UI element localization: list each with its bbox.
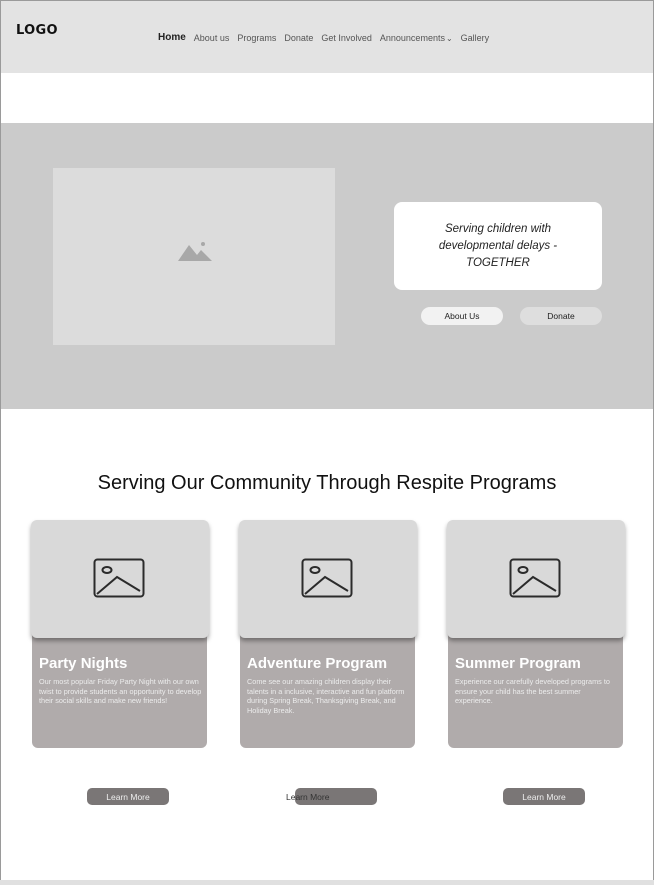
- card-image: [447, 520, 625, 638]
- card-image: [31, 520, 209, 638]
- card-description: Come see our amazing children display their talents in a inclusive, interactive and fun platform during Spring Break, Thanksgiving Break, and Holiday Break.: [247, 677, 405, 715]
- program-card-party-nights[interactable]: [31, 520, 209, 749]
- learn-more-button-summer[interactable]: Learn More: [503, 788, 585, 805]
- nav-announcements-label: Announcements: [379, 32, 445, 43]
- footer-divider: [0, 880, 654, 885]
- nav-about-us[interactable]: About us: [193, 32, 230, 43]
- nav-get-involved[interactable]: Get Involved: [321, 32, 372, 43]
- nav-home[interactable]: Home: [158, 32, 186, 43]
- hero-tagline: Serving children with developmental delays - TOGETHER: [438, 222, 558, 269]
- hero-section: [1, 123, 653, 409]
- card-title: Summer Program: [455, 655, 581, 672]
- image-placeholder-icon: [178, 241, 212, 261]
- chevron-down-icon: ⌄: [445, 33, 453, 43]
- nav-gallery[interactable]: Gallery: [460, 32, 490, 43]
- image-icon: [301, 558, 353, 598]
- site-header: [1, 1, 653, 73]
- card-description: Our most popular Friday Party Night with our own twist to provide students an opportunity to develop their social skills and make new friends!: [39, 677, 202, 706]
- learn-more-button-party-nights[interactable]: Learn More: [87, 788, 169, 805]
- nav-donate[interactable]: Donate: [284, 32, 314, 43]
- nav-programs[interactable]: Programs: [237, 32, 277, 43]
- card-image: [239, 520, 417, 638]
- hero-image-placeholder: [53, 168, 335, 345]
- programs-heading: Serving Our Community Through Respite Programs: [97, 472, 557, 494]
- nav-announcements[interactable]: [380, 33, 453, 43]
- program-card-summer[interactable]: [447, 520, 625, 749]
- image-icon: [93, 558, 145, 598]
- about-us-button[interactable]: About Us: [421, 307, 503, 325]
- program-card-adventure[interactable]: [239, 520, 417, 749]
- card-description: Experience our carefully developed programs to ensure your child has the best summer experience.: [455, 677, 610, 706]
- image-icon: [509, 558, 561, 598]
- learn-more-label-adventure: Learn More: [286, 792, 330, 802]
- logo[interactable]: LOGO: [16, 23, 58, 38]
- donate-button[interactable]: Donate: [520, 307, 602, 325]
- card-title: Adventure Program: [247, 655, 388, 672]
- card-title: Party Nights: [39, 655, 128, 672]
- tagline-card: [394, 202, 602, 290]
- main-nav: [158, 32, 489, 43]
